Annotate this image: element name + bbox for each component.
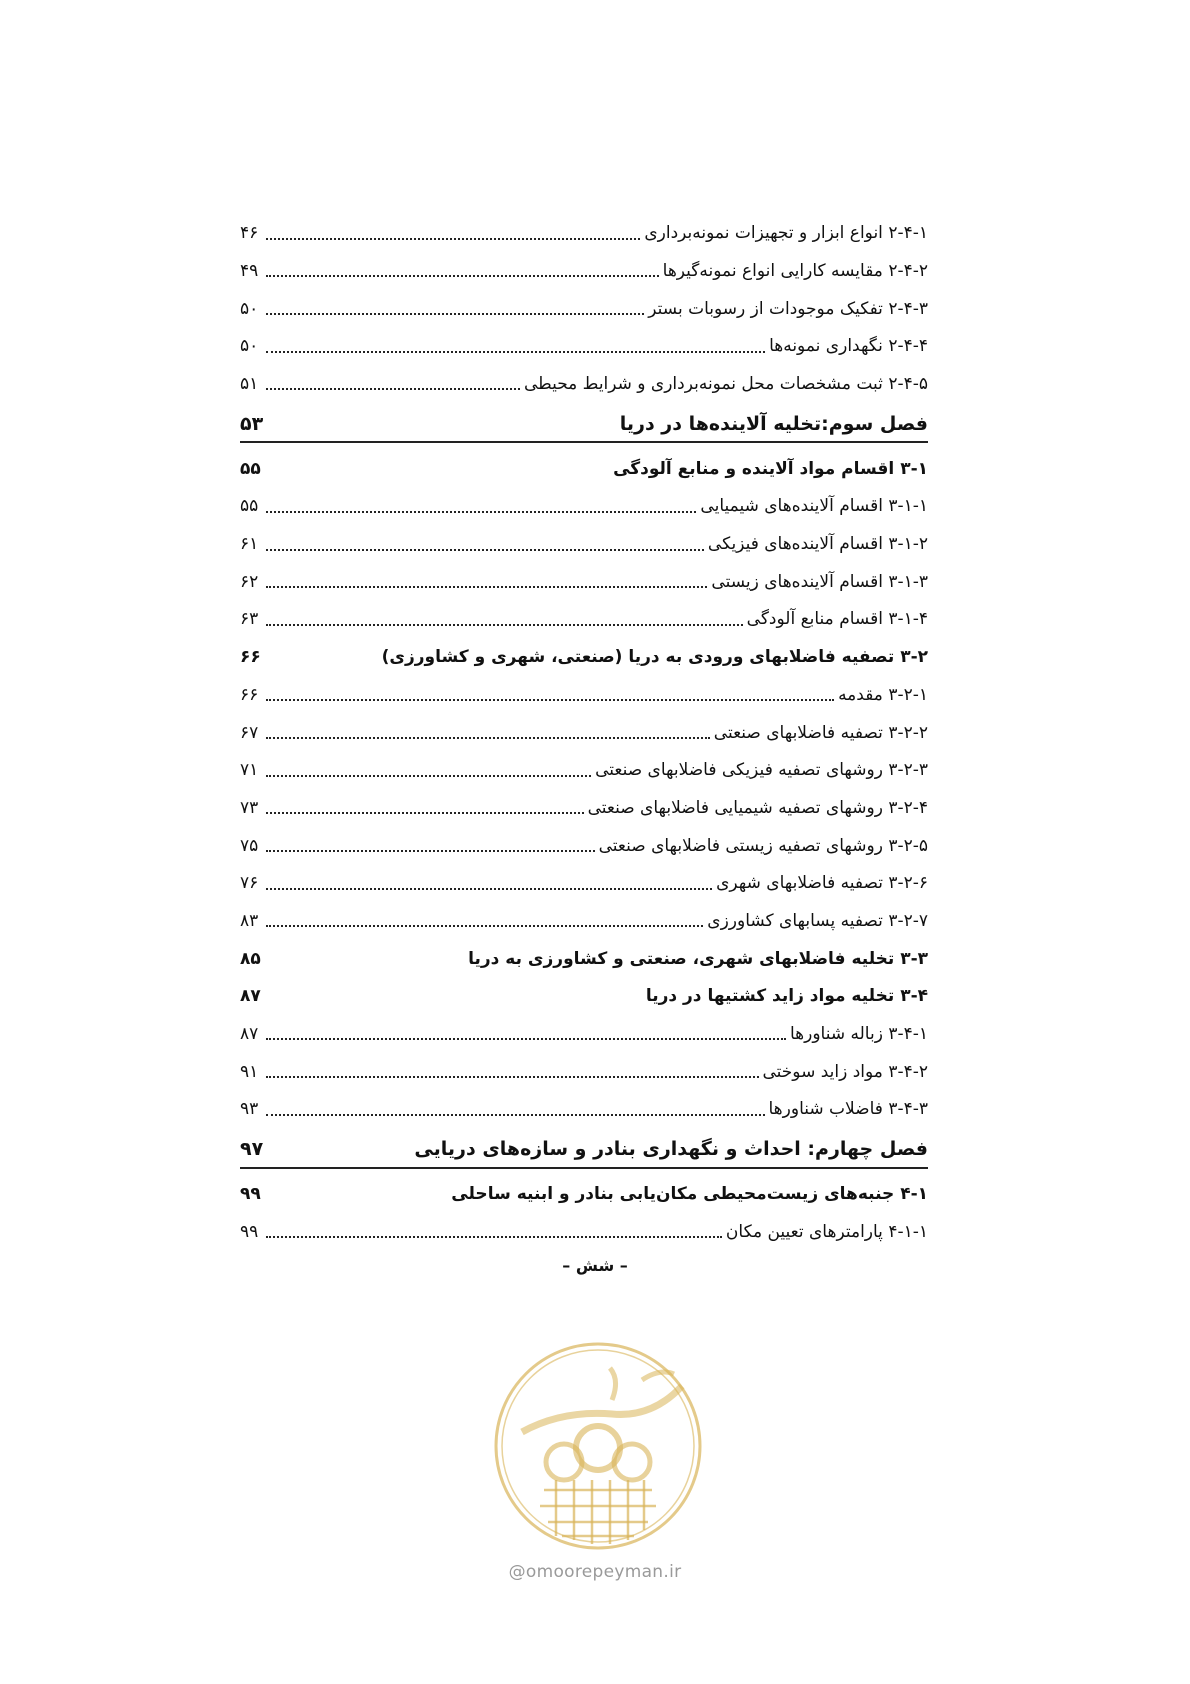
toc-entry-row (240, 787, 928, 825)
toc-title: ۳-۲-۴ روشهای تصفیه شیمیایی فاضلابهای صنعتی (587, 797, 928, 818)
toc-title: ۳-۱-۱ اقسام آلاینده‌های شیمیایی (700, 496, 928, 517)
toc-title: ۳-۲ تصفیه فاضلابهای ورودی به دریا (صنعتی، شهری و کشاورزی) (381, 647, 928, 668)
toc-title: ۳-۲-۶ تصفیه فاضلابهای شهری (716, 873, 928, 894)
dot-leader (266, 1076, 759, 1078)
dot-leader (266, 737, 710, 739)
dot-leader (266, 850, 595, 852)
toc-entry-row (240, 363, 928, 401)
toc-entry-row (240, 749, 928, 787)
toc-title: ۳-۳ تخلیه فاضلابهای شهری، صنعتی و کشاورزی به دریا (468, 948, 928, 969)
toc-entry-row (240, 523, 928, 561)
toc-page-number: ۵۵ (240, 496, 259, 517)
dot-leader (266, 925, 703, 927)
toc-page-number: ۵۰ (240, 298, 259, 319)
dot-leader (266, 388, 520, 390)
toc-page-number: ۹۹ (240, 1184, 261, 1205)
toc-entry-row (240, 900, 928, 938)
dot-leader (266, 1236, 722, 1238)
toc-entry-row (240, 862, 928, 900)
toc-entry-row (240, 674, 928, 712)
toc-title: فصل چهارم: احداث و نگهداری بنادر و سازه‌های دریایی (414, 1138, 928, 1161)
toc-page-number: ۹۱ (240, 1061, 259, 1082)
toc-entry-row (240, 325, 928, 363)
toc-entry-row (240, 1088, 928, 1126)
dot-leader (266, 775, 591, 777)
seal-logo-icon (492, 1340, 704, 1552)
toc-page-number: ۶۱ (240, 534, 259, 555)
toc-entry-row (240, 485, 928, 523)
dot-leader (266, 238, 640, 240)
toc-title: ۴-۱ جنبه‌های زیست‌محیطی مکان‌یابی بنادر و ابنیه ساحلی (451, 1184, 928, 1205)
toc-entry-row (240, 287, 928, 325)
toc-section-row (240, 975, 928, 1013)
toc-title: ۳-۴-۱ زباله شناورها (789, 1024, 928, 1045)
toc-title: ۲-۴-۵ ثبت مشخصات محل نمونه‌برداری و شرایط محیطی (523, 374, 928, 395)
toc-title: ۳-۱-۳ اقسام آلاینده‌های زیستی (711, 571, 928, 592)
toc-page-number: ۸۳ (240, 910, 259, 931)
toc-page-number: ۸۷ (240, 1024, 259, 1045)
toc-title: ۳-۱-۴ اقسام منابع آلودگی (746, 609, 928, 630)
toc-title: ۳-۲-۳ روشهای تصفیه فیزیکی فاضلابهای صنعتی (595, 760, 928, 781)
dot-leader (266, 351, 765, 353)
toc-title: فصل سوم:تخلیه آلاینده‌ها در دریا (619, 412, 928, 435)
toc-section-row (240, 636, 928, 674)
toc-page-number: ۹۷ (240, 1138, 264, 1161)
dot-leader (266, 812, 584, 814)
toc-page-number: ۶۶ (240, 647, 261, 668)
toc-title: ۲-۴-۳ تفکیک موجودات از رسوبات بستر (648, 298, 928, 319)
toc-title: ۲-۴-۴ نگهداری نمونه‌ها (769, 336, 928, 357)
toc-chapter-row (240, 1126, 928, 1169)
dot-leader (266, 624, 743, 626)
toc-page-number: ۴۶ (240, 223, 259, 244)
toc-chapter-row (240, 400, 928, 443)
toc-section-row (240, 447, 928, 485)
table-of-contents (240, 212, 928, 1248)
website-watermark: @omoorepeyman.ir (508, 1562, 682, 1582)
toc-title: ۳-۲-۷ تصفیه پسابهای کشاورزی (707, 910, 928, 931)
toc-page-number: ۵۳ (240, 412, 264, 435)
toc-title: ۴-۱-۱ پارامترهای تعیین مکان (725, 1221, 928, 1242)
toc-page-number: ۸۵ (240, 948, 261, 969)
toc-entry-row (240, 250, 928, 288)
dot-leader (266, 1114, 765, 1116)
toc-title: ۲-۴-۱ انواع ابزار و تجهیزات نمونه‌برداری (644, 223, 928, 244)
toc-page-number: ۶۶ (240, 684, 259, 705)
dot-leader (266, 586, 707, 588)
dot-leader (266, 888, 712, 890)
toc-section-row (240, 937, 928, 975)
toc-title: ۳-۴ تخلیه مواد زاید کشتیها در دریا (645, 986, 928, 1007)
toc-page-number: ۸۷ (240, 986, 261, 1007)
toc-entry-row (240, 1211, 928, 1249)
dot-leader (266, 313, 644, 315)
toc-section-row (240, 1173, 928, 1211)
toc-entry-row (240, 711, 928, 749)
toc-page-number: ۶۲ (240, 571, 259, 592)
toc-page-number: ۵۰ (240, 336, 259, 357)
toc-entry-row (240, 598, 928, 636)
dot-leader (266, 1038, 786, 1040)
toc-title: ۲-۴-۲ مقایسه کارایی انواع نمونه‌گیرها (662, 260, 928, 281)
toc-page-number: ۴۹ (240, 260, 259, 281)
dot-leader (266, 275, 659, 277)
toc-page-number: ۷۳ (240, 797, 259, 818)
toc-title: ۳-۲-۲ تصفیه فاضلابهای صنعتی (713, 722, 928, 743)
dot-leader (266, 699, 834, 701)
toc-entry-row (240, 212, 928, 250)
page-number: – شش – (562, 1256, 628, 1275)
toc-title: ۳-۲-۵ روشهای تصفیه زیستی فاضلابهای صنعتی (598, 835, 928, 856)
toc-entry-row (240, 561, 928, 599)
toc-title: ۳-۱-۲ اقسام آلاینده‌های فیزیکی (707, 534, 928, 555)
toc-entry-row (240, 824, 928, 862)
toc-page-number: ۷۵ (240, 835, 259, 856)
toc-page-number: ۹۹ (240, 1221, 259, 1242)
toc-page-number: ۵۵ (240, 458, 261, 479)
toc-entry-row (240, 1013, 928, 1051)
toc-page-number: ۵۱ (240, 374, 259, 395)
toc-page-number: ۷۶ (240, 873, 259, 894)
toc-title: ۳-۱ اقسام مواد آلاینده و منابع آلودگی (613, 458, 928, 479)
toc-entry-row (240, 1050, 928, 1088)
dot-leader (266, 511, 696, 513)
toc-page-number: ۶۳ (240, 609, 259, 630)
toc-page-number: ۷۱ (240, 760, 259, 781)
toc-title: ۳-۴-۲ مواد زاید سوختی (762, 1061, 928, 1082)
toc-page-number: ۶۷ (240, 722, 259, 743)
dot-leader (266, 549, 704, 551)
toc-page-number: ۹۳ (240, 1099, 259, 1120)
toc-title: ۳-۲-۱ مقدمه (838, 684, 928, 705)
toc-title: ۳-۴-۳ فاضلاب شناورها (768, 1099, 928, 1120)
